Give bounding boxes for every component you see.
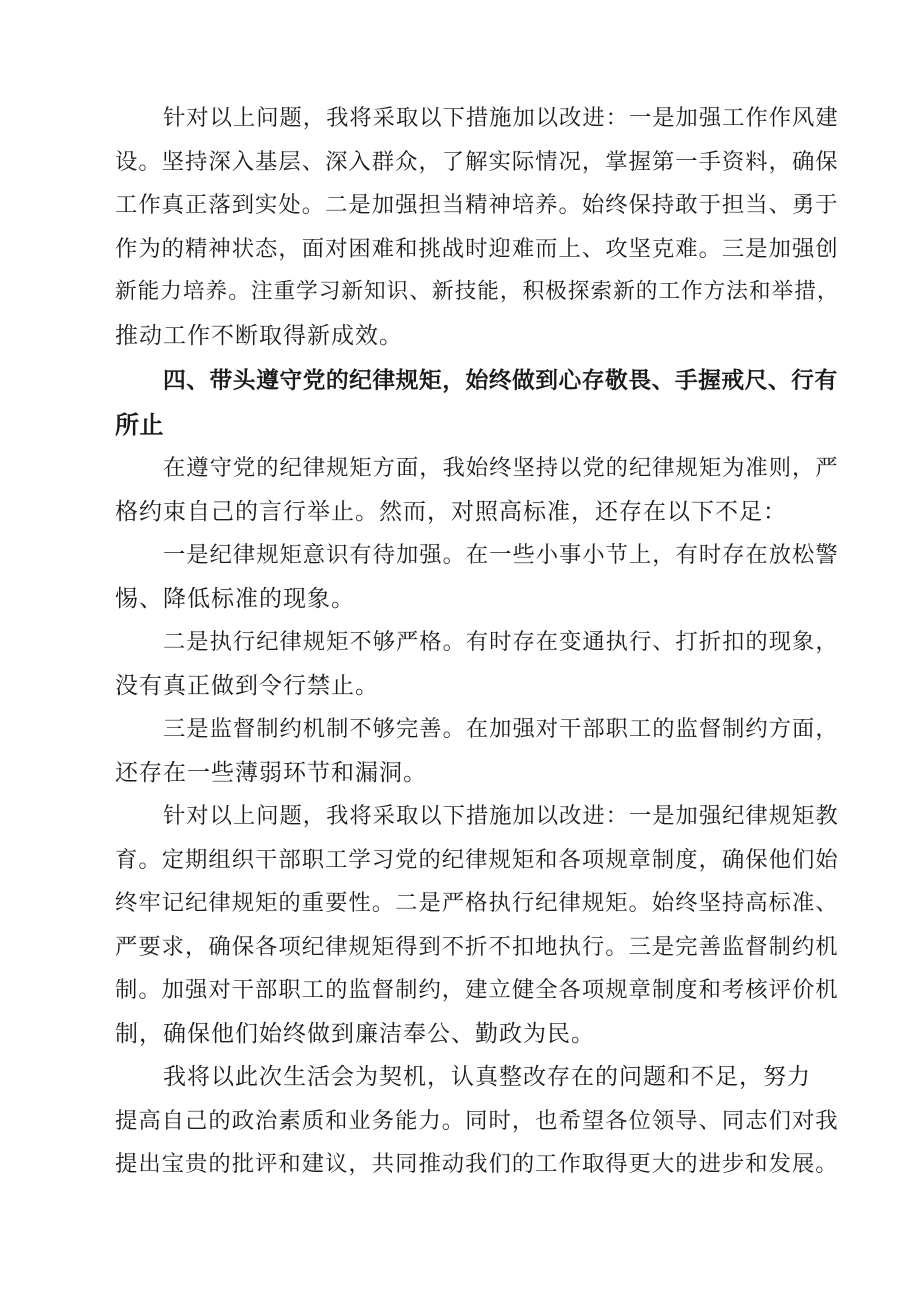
paragraph-6-line-6: 制，确保他们始终做到廉洁奉公、勤政为民。 xyxy=(115,1021,595,1047)
paragraph-1-line-6: 推动工作不断取得新成效。 xyxy=(115,323,403,349)
paragraph-1-line-1: 针对以上问题，我将采取以下措施加以改进：一是加强工作作风建 xyxy=(163,105,839,131)
paragraph-1-line-3: 工作真正落到实处。二是加强担当精神培养。始终保持敢于担当、勇于 xyxy=(115,192,839,218)
paragraph-6-line-2: 育。定期组织干部职工学习党的纪律规矩和各项规章制度，确保他们始 xyxy=(115,847,839,873)
paragraph-3-line-2: 惕、降低标准的现象。 xyxy=(115,586,355,612)
paragraph-7-line-3: 提出宝贵的批评和建议，共同推动我们的工作取得更大的进步和发展。 xyxy=(115,1151,839,1177)
paragraph-4-line-2: 没有真正做到令行禁止。 xyxy=(115,673,379,699)
paragraph-1-line-4: 作为的精神状态，面对困难和挑战时迎难而上、攻坚克难。三是加强创 xyxy=(115,236,839,262)
paragraph-6-line-5: 制。加强对干部职工的监督制约，建立健全各项规章制度和考核评价机 xyxy=(115,977,839,1003)
paragraph-3-line-1: 一是纪律规矩意识有待加强。在一些小事小节上，有时存在放松警 xyxy=(163,542,839,568)
paragraph-6-line-1: 针对以上问题，我将采取以下措施加以改进：一是加强纪律规矩教 xyxy=(163,803,839,829)
section-heading-line-2: 所止 xyxy=(115,411,164,439)
paragraph-6-line-4: 严要求，确保各项纪律规矩得到不折不扣地执行。三是完善监督制约机 xyxy=(115,934,839,960)
paragraph-5-line-2: 还存在一些薄弱环节和漏洞。 xyxy=(115,760,427,786)
paragraph-4-line-1: 二是执行纪律规矩不够严格。有时存在变通执行、打折扣的现象， xyxy=(163,629,839,655)
paragraph-2-line-1: 在遵守党的纪律规矩方面，我始终坚持以党的纪律规矩为准则，严 xyxy=(163,455,839,481)
paragraph-1-line-5: 新能力培养。注重学习新知识、新技能，积极探索新的工作方法和举措， xyxy=(115,279,840,304)
paragraph-5-line-1: 三是监督制约机制不够完善。在加强对干部职工的监督制约方面， xyxy=(163,716,839,742)
paragraph-2-line-2: 格约束自己的言行举止。然而，对照高标准，还存在以下不足： xyxy=(115,499,787,525)
paragraph-7-line-2: 提高自己的政治素质和业务能力。同时，也希望各位领导、同志们对我 xyxy=(115,1108,839,1134)
paragraph-6-line-3: 终牢记纪律规矩的重要性。二是严格执行纪律规矩。始终坚持高标准、 xyxy=(115,890,839,916)
paragraph-7-line-1: 我将以此次生活会为契机，认真整改存在的问题和不足，努力 xyxy=(163,1064,811,1090)
section-heading-line-1: 四、带头遵守党的纪律规矩，始终做到心存敬畏、手握戒尺、行有 xyxy=(163,368,838,394)
paragraph-1-line-2: 设。坚持深入基层、深入群众，了解实际情况，掌握第一手资料，确保 xyxy=(115,149,839,175)
